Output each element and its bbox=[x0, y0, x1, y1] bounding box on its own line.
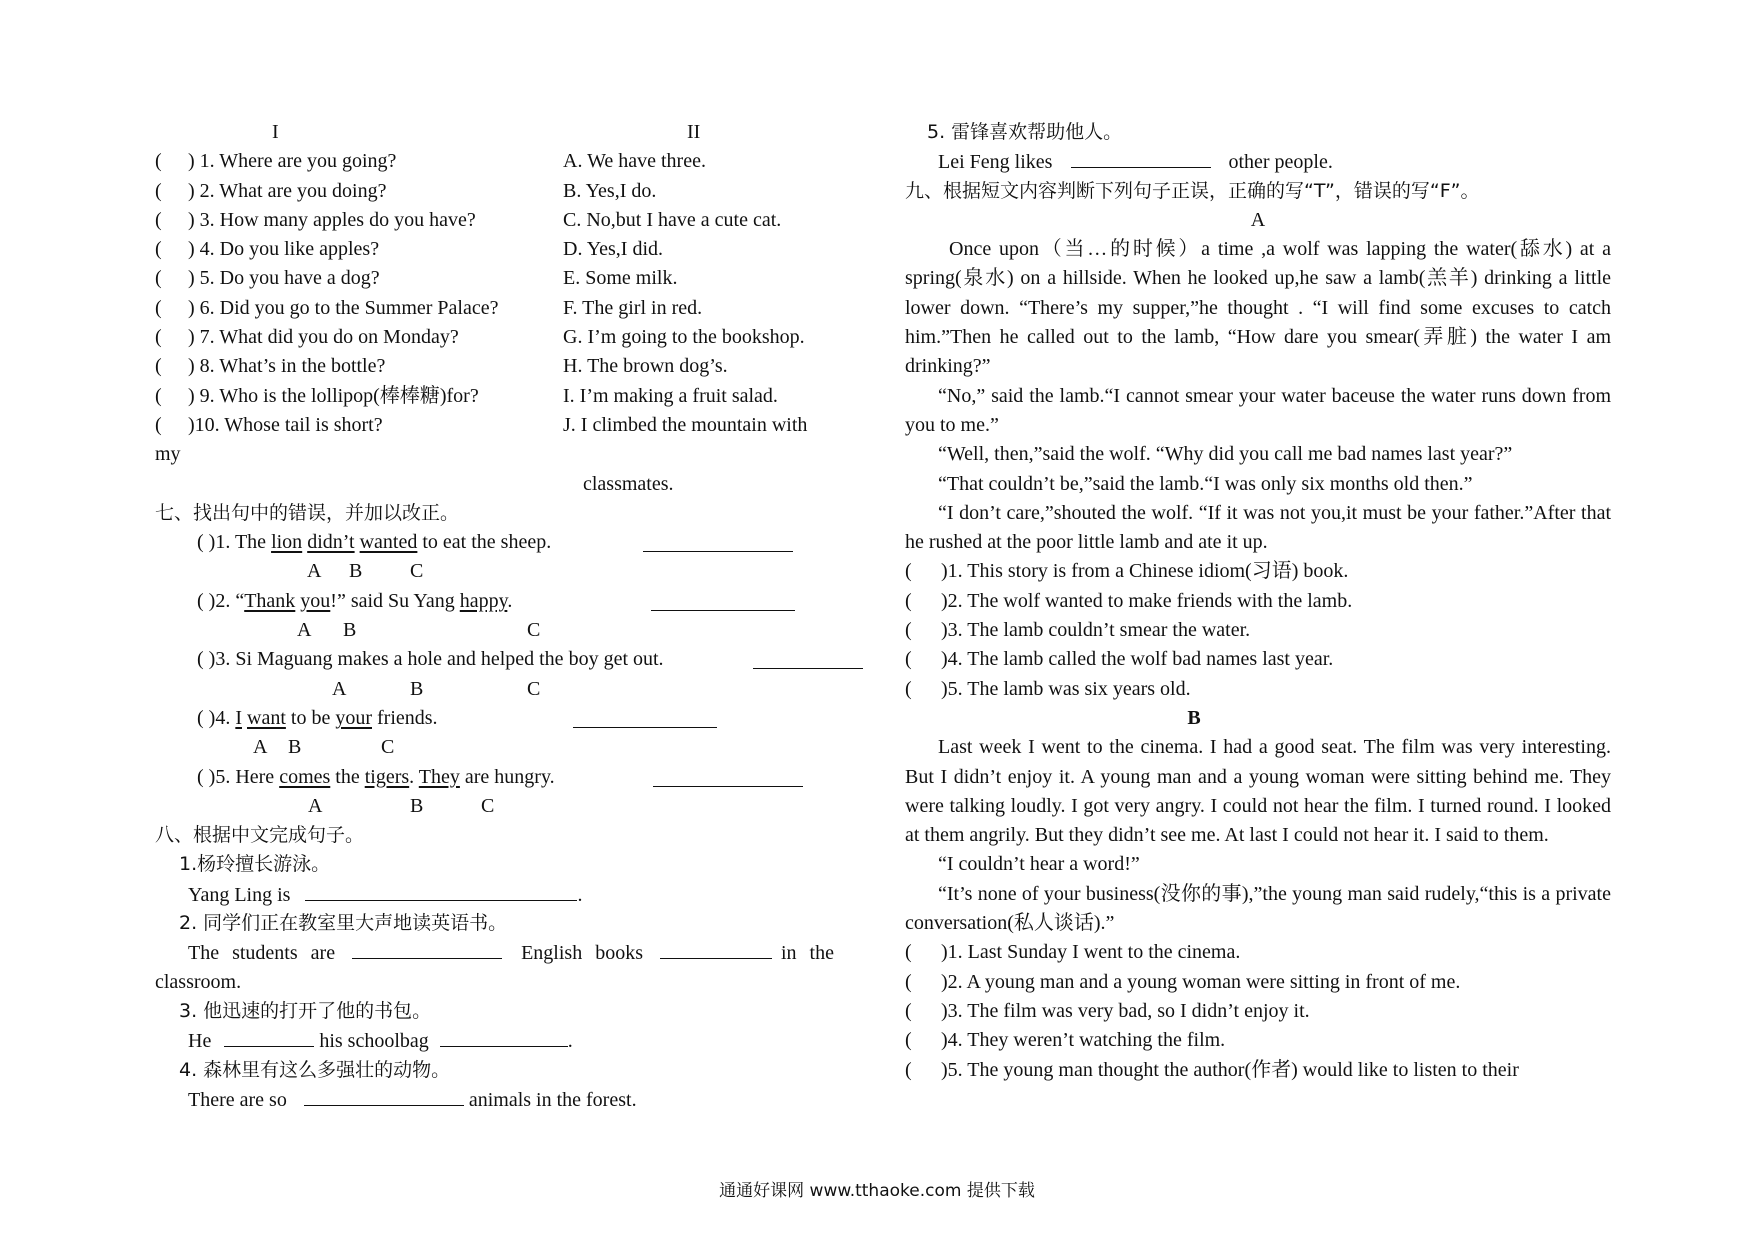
matching-answer: I. I’m making a fruit salad. bbox=[563, 384, 778, 407]
error-question-2: ( )2. “Thank you!” said Su Yang happy. bbox=[155, 587, 865, 616]
true-false-item: ( )4. They weren’t watching the film. bbox=[905, 1029, 1226, 1052]
error-question-4: ( )4. I want to be your friends. bbox=[155, 704, 865, 733]
passage-b bbox=[905, 733, 1611, 938]
translate-question-1-cn: 1.杨玲擅长游泳。 bbox=[179, 853, 331, 876]
translate-question-5-cn: 5. 雷锋喜欢帮助他人。 bbox=[927, 121, 1123, 143]
translate-question-4-en: There are so animals in the forest. bbox=[155, 1085, 865, 1114]
matching-answer: D. Yes,I did. bbox=[563, 238, 664, 261]
true-false-item: ( )2. A young man and a young woman were sitting in front of me. bbox=[905, 970, 1461, 993]
answer-blank[interactable] bbox=[573, 707, 717, 728]
answer-blank[interactable] bbox=[1071, 147, 1211, 168]
passage-a bbox=[905, 235, 1611, 557]
true-false-item: ( )5. The lamb was six years old. bbox=[905, 677, 1191, 700]
column-header-ii: II bbox=[687, 121, 701, 143]
matching-headers bbox=[155, 118, 865, 147]
translate-question-2-en: The students are English books in the bbox=[155, 938, 865, 967]
answer-blank[interactable] bbox=[660, 938, 772, 959]
true-false-item: ( )2. The wolf wanted to make friends with the lamb. bbox=[905, 589, 1353, 612]
matching-answer: B. Yes,I do. bbox=[563, 179, 657, 202]
right-column bbox=[905, 118, 1611, 1085]
section-8-title: 八、根据中文完成句子。 bbox=[155, 824, 365, 847]
matching-answer: H. The brown dog’s. bbox=[563, 355, 728, 378]
true-false-item: ( )3. The lamb couldn’t smear the water. bbox=[905, 619, 1251, 642]
error-question-3: ( )3. Si Maguang makes a hole and helped the boy get out. bbox=[155, 645, 865, 674]
matching-answer: J. I climbed the mountain with bbox=[563, 413, 808, 436]
passage-paragraph: Once upon（当…的时候）a time ,a wolf was lapping the water(舔水) at a spring(泉水) on a hillside. When he looked up,he saw a lamb(羔羊) drinking a little lower down. “There’s my supper,”he thought . “I will find some excuses to catch him.”Then he called out to the lamb, “How dare you smear(弄脏) the water I am drinking?” bbox=[905, 238, 1611, 378]
answer-blank[interactable] bbox=[352, 938, 502, 959]
matching-row: ( ) 3. How many apples do you have? C. No,but I have a cute cat. bbox=[155, 206, 865, 235]
passage-paragraph: “I don’t care,”shouted the wolf. “If it was not you,it must be your father.”After that he rushed at the poor little lamb and ate it up. bbox=[905, 501, 1611, 554]
matching-row: ( ) 7. What did you do on Monday? G. I’m going to the bookshop. bbox=[155, 323, 865, 352]
answer-blank[interactable] bbox=[643, 531, 793, 552]
matching-question: ) 8. What’s in the bottle? bbox=[188, 355, 386, 378]
matching-row: ( ) 9. Who is the lollipop(棒棒糖)for? I. I’m making a fruit salad. bbox=[155, 382, 865, 411]
passage-a-label: A bbox=[1250, 208, 1266, 231]
passage-paragraph: Last week I went to the cinema. I had a good seat. The film was very interesting. But I didn’t enjoy it. A young man and a young woman were sitting behind me. They were talking loudly. I got very angry. I could not hear the film. I turned round. I looked at them angrily. But they didn’t see me. At last I could not hear it. I said to them. bbox=[905, 736, 1611, 847]
passage-paragraph: “That couldn’t be,”said the lamb.“I was only six months old then.” bbox=[938, 472, 1473, 495]
option-letters: A B C bbox=[308, 794, 495, 817]
matching-answer: F. The girl in red. bbox=[563, 296, 703, 319]
true-false-item: ( )1. Last Sunday I went to the cinema. bbox=[905, 941, 1241, 964]
matching-question: ) 6. Did you go to the Summer Palace? bbox=[188, 296, 499, 319]
translate-question-2-wrap: classroom. bbox=[155, 970, 242, 993]
section-9-title: 九、根据短文内容判断下列句子正误，正确的写“T”，错误的写“F”。 bbox=[905, 179, 1480, 202]
matching-question: ) 7. What did you do on Monday? bbox=[188, 326, 459, 349]
wrapped-text: my bbox=[155, 443, 181, 466]
true-false-list-b bbox=[905, 938, 1611, 1084]
matching-answer: G. I’m going to the bookshop. bbox=[563, 326, 805, 349]
matching-question: ) 3. How many apples do you have? bbox=[188, 208, 476, 231]
matching-answer: A. We have three. bbox=[563, 150, 706, 173]
matching-question: ) 4. Do you like apples? bbox=[188, 238, 380, 261]
matching-row: ( )10. Whose tail is short? J. I climbed the mountain with bbox=[155, 411, 865, 440]
passage-paragraph: “Well, then,”said the wolf. “Why did you call me bad names last year?” bbox=[938, 443, 1513, 466]
column-header-i: I bbox=[272, 121, 279, 143]
true-false-item: ( )5. The young man thought the author(作者) would like to listen to their bbox=[905, 1058, 1519, 1081]
page-footer: 通通好课网 www.tthaoke.com 提供下载 bbox=[719, 1181, 1035, 1201]
error-question-5: ( )5. Here comes the tigers. They are hungry. bbox=[155, 763, 865, 792]
option-letters: A B C bbox=[307, 560, 424, 583]
true-false-item: ( )3. The film was very bad, so I didn’t enjoy it. bbox=[905, 999, 1310, 1022]
translate-question-3-en: He his schoolbag . bbox=[155, 1026, 865, 1055]
passage-b-label: B bbox=[1187, 706, 1201, 729]
matching-answer: C. No,but I have a cute cat. bbox=[563, 208, 782, 231]
translate-question-3-cn: 3. 他迅速的打开了他的书包。 bbox=[179, 999, 432, 1022]
answer-blank[interactable] bbox=[224, 1026, 314, 1047]
answer-blank[interactable] bbox=[304, 1085, 464, 1106]
option-letters: A B C bbox=[297, 619, 541, 642]
translate-question-5-en: Lei Feng likes other people. bbox=[905, 147, 1611, 176]
option-letters: A B C bbox=[332, 677, 541, 700]
translate-question-2-cn: 2. 同学们正在教室里大声地读英语书。 bbox=[179, 912, 508, 935]
matching-row: ( ) 2. What are you doing? B. Yes,I do. bbox=[155, 177, 865, 206]
answer-blank[interactable] bbox=[305, 880, 577, 901]
matching-row: ( ) 8. What’s in the bottle? H. The brown dog’s. bbox=[155, 352, 865, 381]
matching-question: ) 9. Who is the lollipop(棒棒糖)for? bbox=[188, 384, 479, 407]
answer-blank[interactable] bbox=[653, 766, 803, 787]
matching-row: ( ) 4. Do you like apples? D. Yes,I did. bbox=[155, 235, 865, 264]
section-7-title: 七、找出句中的错误，并加以改正。 bbox=[155, 501, 460, 524]
matching-answer: E. Some milk. bbox=[563, 267, 678, 290]
matching-list bbox=[155, 147, 865, 499]
translate-question-1-en: Yang Ling is . bbox=[155, 880, 865, 909]
matching-row: ( ) 5. Do you have a dog? E. Some milk. bbox=[155, 264, 865, 293]
answer-blank[interactable] bbox=[651, 590, 795, 611]
passage-paragraph: “No,” said the lamb.“I cannot smear your water baceuse the water runs down from you to me.” bbox=[905, 384, 1611, 436]
true-false-item: ( )1. This story is from a Chinese idiom(习语) book. bbox=[905, 560, 1349, 583]
answer-blank[interactable] bbox=[753, 648, 863, 669]
answer-blank[interactable] bbox=[440, 1026, 568, 1047]
translate-question-4-cn: 4. 森林里有这么多强壮的动物。 bbox=[179, 1058, 451, 1081]
true-false-item: ( )4. The lamb called the wolf bad names last year. bbox=[905, 648, 1334, 671]
matching-question: )10. Whose tail is short? bbox=[188, 413, 383, 436]
true-false-list-a bbox=[905, 557, 1611, 703]
matching-question: ) 2. What are you doing? bbox=[188, 179, 387, 202]
error-question-1: ( )1. The lion didn’t wanted to eat the sheep. bbox=[155, 528, 865, 557]
matching-row: ( ) 1. Where are you going? A. We have three. bbox=[155, 147, 865, 176]
matching-row: ( ) 6. Did you go to the Summer Palace? F. The girl in red. bbox=[155, 294, 865, 323]
option-letters: A B C bbox=[253, 736, 395, 759]
matching-question: ) 1. Where are you going? bbox=[188, 150, 397, 173]
wrapped-text: classmates. bbox=[583, 472, 674, 495]
matching-question: ) 5. Do you have a dog? bbox=[188, 267, 380, 290]
left-column bbox=[155, 118, 865, 1114]
passage-paragraph: “I couldn’t hear a word!” bbox=[938, 853, 1140, 876]
passage-paragraph: “It’s none of your business(没你的事),”the young man said rudely,“this is a private conversation(私人谈话).” bbox=[905, 882, 1611, 935]
